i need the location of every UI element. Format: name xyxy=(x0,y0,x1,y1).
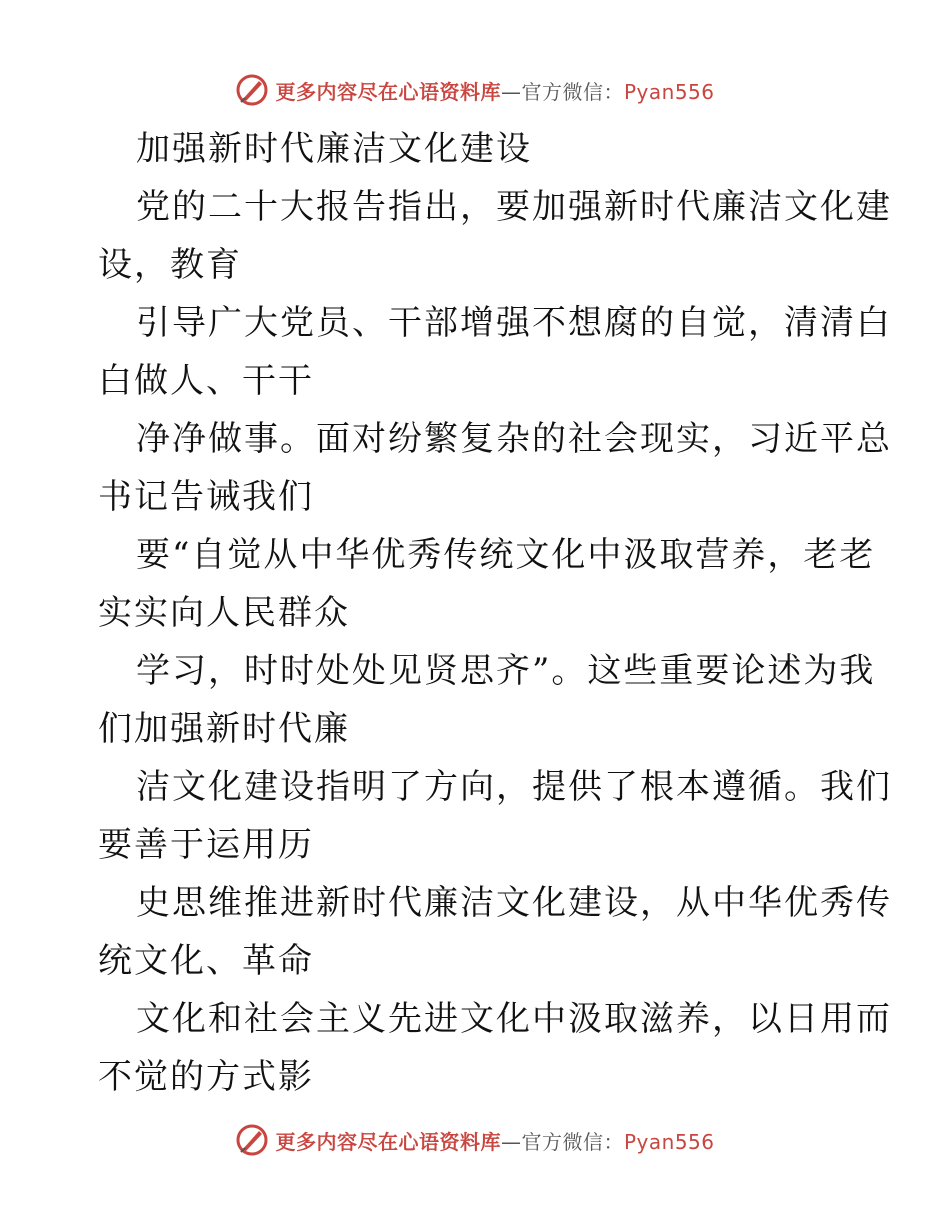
header-wechat-label: 官方微信： xyxy=(521,79,624,104)
document-line: 引导广大党员、干部增强不想腐的自觉，清清白 xyxy=(136,303,892,343)
document-line: 不觉的方式影 xyxy=(98,1057,314,1097)
document-line: 统文化、革命 xyxy=(98,941,314,981)
quill-logo-icon xyxy=(235,1123,269,1157)
quill-logo-icon xyxy=(235,73,269,107)
document-line: 设，教育 xyxy=(98,245,242,285)
document-line: 们加强新时代廉 xyxy=(98,709,350,749)
header-dash: — xyxy=(500,79,522,104)
footer-watermark xyxy=(0,1120,950,1160)
header-site-name: 更多内容尽在心语资料库 xyxy=(275,79,501,104)
document-line: 净净做事。面对纷繁复杂的社会现实，习近平总 xyxy=(136,419,892,459)
footer-site-name: 更多内容尽在心语资料库 xyxy=(275,1129,501,1154)
document-line: 书记告诫我们 xyxy=(98,477,314,517)
footer-wechat-id: Pyan556 xyxy=(623,1129,715,1154)
document-line: 文化和社会主义先进文化中汲取滋养，以日用而 xyxy=(136,999,892,1039)
document-line: 要“自觉从中华优秀传统文化中汲取营养，老老 xyxy=(136,535,876,575)
header-wechat-id: Pyan556 xyxy=(623,79,715,104)
document-line: 洁文化建设指明了方向，提供了根本遵循。我们 xyxy=(136,767,892,807)
footer-dash: — xyxy=(500,1129,522,1154)
document-title: 加强新时代廉洁文化建设 xyxy=(136,129,532,169)
header-watermark xyxy=(0,70,950,110)
document-body xyxy=(98,120,892,1106)
document-line: 要善于运用历 xyxy=(98,825,314,865)
header-text xyxy=(275,76,714,105)
document-line: 史思维推进新时代廉洁文化建设，从中华优秀传 xyxy=(136,883,892,923)
document-line: 党的二十大报告指出，要加强新时代廉洁文化建 xyxy=(136,187,892,227)
document-line: 白做人、干干 xyxy=(98,361,314,401)
footer-wechat-label: 官方微信： xyxy=(521,1129,624,1154)
document-line: 学习，时时处处见贤思齐”。这些重要论述为我 xyxy=(136,651,876,691)
document-line: 实实向人民群众 xyxy=(98,593,350,633)
footer-text xyxy=(275,1126,714,1155)
